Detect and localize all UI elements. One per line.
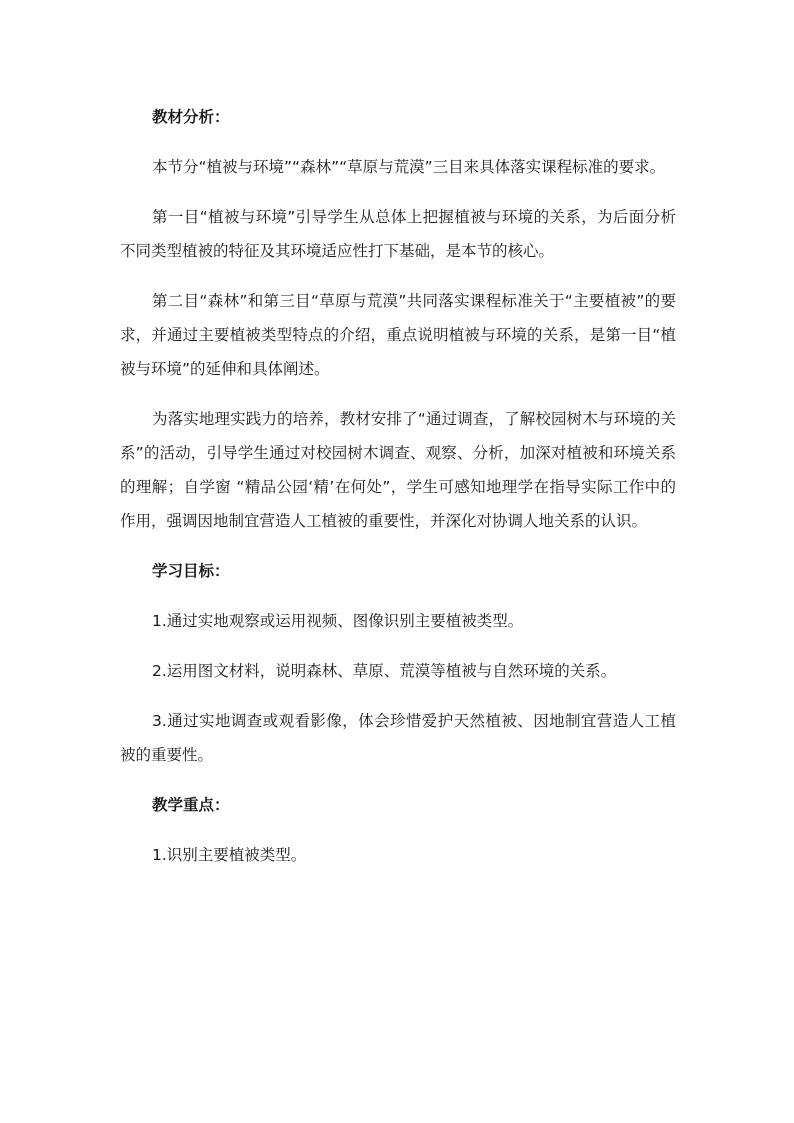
objective-item: 2.运用图文材料，说明森林、草原、荒漠等植被与自然环境的关系。 [152,662,617,680]
document-page [120,100,676,888]
objective-item: 1.通过实地观察或运用视频、图像识别主要植被类型。 [152,612,524,630]
paragraph: 第一目“植被与环境”引导学生从总体上把握植被与环境的关系，为后面分析不同类型植被的特征及其环境适应性打下基础，是本节的核心。 [120,208,676,260]
objective-item: 3.通过实地调查或观看影像，体会珍惜爱护天然植被、因地制宜营造人工植被的重要性。 [120,712,676,764]
section-heading-key-points: 教学重点： [152,796,230,814]
section-heading-objectives: 学习目标： [152,562,230,580]
paragraph: 第二目“森林”和第三目“草原与荒漠”共同落实课程标准关于“主要植被”的要求，并通过主要植被类型特点的介绍，重点说明植被与环境的关系，是第一目“植被与环境”的延伸和具体阐述。 [120,292,676,378]
key-point-item: 1.识别主要植被类型。 [152,846,307,864]
paragraph: 为落实地理实践力的培养，教材安排了“通过调查，了解校园树木与环境的关系”的活动，引导学生通过对校园树木调查、观察、分析，加深对植被和环境关系的理解；自学窗 “精品公园‘精’在何处”，学生可感知地理学在指导实际工作中的作用，强调因地制宜营造人工植被的重要性，并深化对协调人地关系的认识。 [120,410,676,530]
paragraph: 本节分“植被与环境”“森林”“草原与荒漠”三目来具体落实课程标准的要求。 [152,158,666,176]
section-heading-analysis: 教材分析： [152,108,230,126]
